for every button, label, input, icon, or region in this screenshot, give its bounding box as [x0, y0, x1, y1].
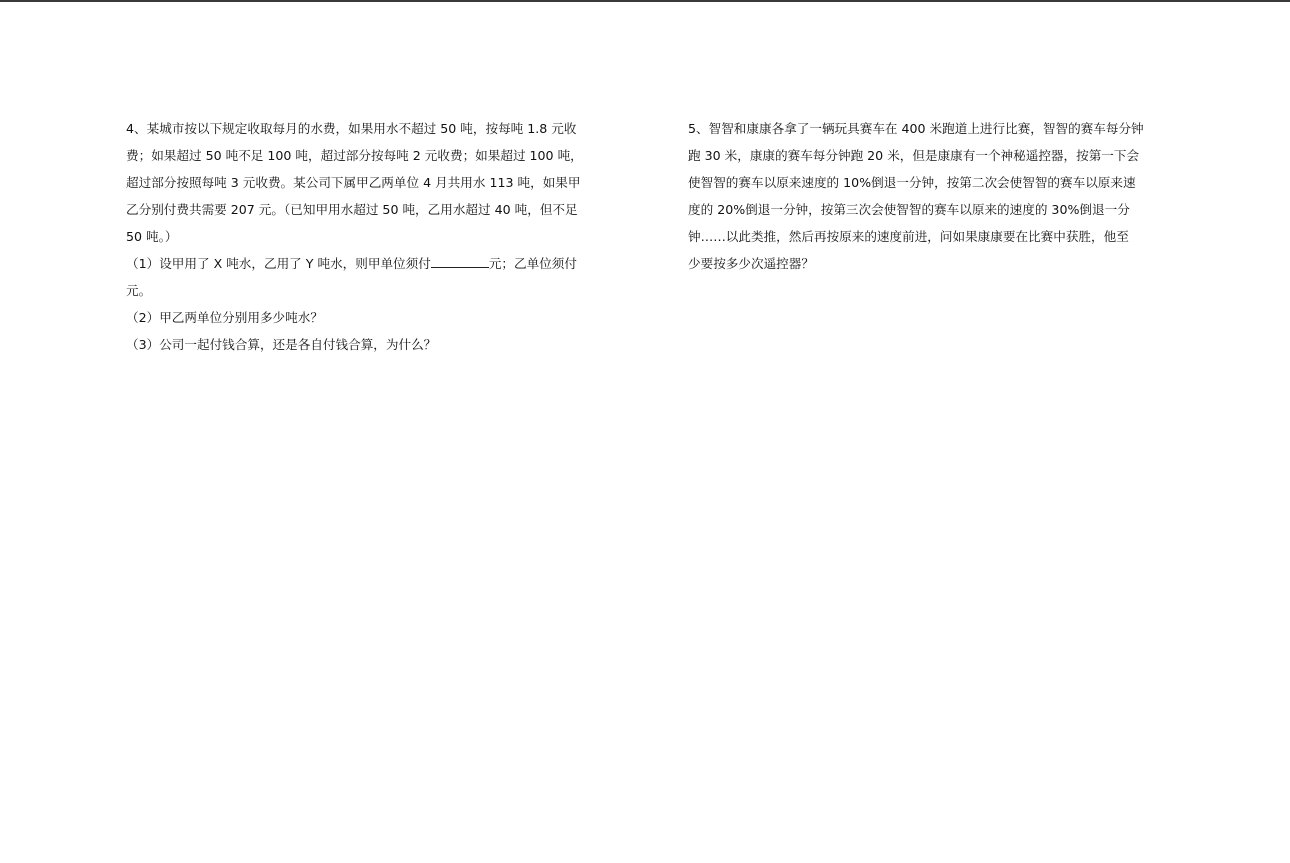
problem-4	[126, 115, 620, 358]
problem-4-line: 费；如果超过 50 吨不足 100 吨，超过部分按每吨 2 元收费；如果超过 100 吨，	[126, 148, 583, 163]
question-1-end: 元。	[126, 283, 152, 298]
problem-5-line: 跑 30 米，康康的赛车每分钟跑 20 米，但是康康有一个神秘遥控器，按第一下会	[688, 148, 1140, 163]
problem-4-line: 4、某城市按以下规定收取每月的水费，如果用水不超过 50 吨，按每吨 1.8 元收	[126, 121, 577, 136]
problem-5-line: 5、智智和康康各拿了一辆玩具赛车在 400 米跑道上进行比赛，智智的赛车每分钟	[688, 121, 1144, 136]
question-1-text-cont: 元；乙单位须付	[488, 256, 577, 271]
problem-5	[688, 115, 1182, 277]
problem-5-line: 使智智的赛车以原来速度的 10%倒退一分钟，按第二次会使智智的赛车以原来速	[688, 175, 1136, 190]
answer-blank[interactable]	[431, 253, 489, 268]
problem-5-line: 钟……以此类推，然后再按原来的速度前进，问如果康康要在比赛中获胜，他至	[688, 229, 1129, 244]
question-1-text: （1）设甲用了 X 吨水，乙用了 Y 吨水，则甲单位须付	[126, 256, 431, 271]
question-3: （3）公司一起付钱合算，还是各自付钱合算，为什么？	[126, 337, 437, 352]
question-2: （2）甲乙两单位分别用多少吨水？	[126, 310, 323, 325]
problem-4-line: 乙分别付费共需要 207 元。（已知甲用水超过 50 吨，乙用水超过 40 吨，但不足	[126, 202, 578, 217]
problem-4-line: 50 吨。）	[126, 229, 178, 244]
problem-5-line: 少要按多少次遥控器？	[688, 256, 814, 271]
problem-5-line: 度的 20%倒退一分钟，按第三次会使智智的赛车以原来的速度的 30%倒退一分	[688, 202, 1130, 217]
question-1	[126, 250, 620, 277]
top-border-line	[0, 0, 1290, 2]
problem-4-line: 超过部分按照每吨 3 元收费。某公司下属甲乙两单位 4 月共用水 113 吨，如果甲	[126, 175, 581, 190]
